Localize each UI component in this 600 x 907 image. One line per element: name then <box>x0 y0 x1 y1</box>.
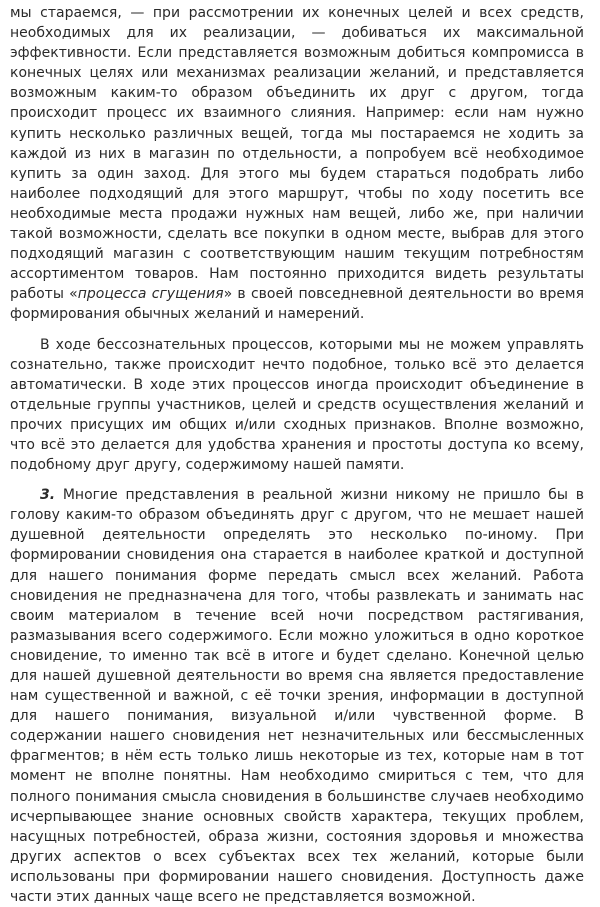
paragraph-3 <box>10 485 584 907</box>
paragraph-3-text: Многие представления в реальной жизни никому не пришло бы в голову каким-то образом объединять друг с другом, что не мешает нашей душевной деятельности определять это несколько по-иному. При формировании сновидения она старается в наиболее краткой и доступной для нашего понимания форме передать смысл всех желаний. Работа сновидения не предназначена для того, чтобы развлекать и занимать нас своим материалом в течение всей ночи посредством растягивания, размазывания всего содержимого. Если можно уложиться в одно короткое сновидение, то именно так всё в итоге и будет сделано. Конечной целью для нашей душевной деятельности во время сна является предоставление нам существенной и важной, с её точки зрения, информации в доступной для нашего понимания, визуальной и/или чувственной форме. В содержании нашего сновидения нет незначительных или бессмысленных фрагментов; в нём есть только лишь некоторые из тех, которые нам в тот момент не вполне понятны. Нам необходимо смириться с тем, что для полного понимания смысла сновидения в большинстве случаев необходимо исчерпывающее знание основных свойств характера, текущих проблем, насущных потребностей, образа жизни, состояния здоровья и множества других аспектов о всех субъектах всех тех желаний, которые были использованы при формировании нашего сновидения. Доступность даже части этих данных чаще всего не представляется возможной. <box>10 487 584 906</box>
paragraph-2 <box>10 335 584 476</box>
section-number: 3. <box>40 487 56 504</box>
paragraph-1 <box>10 3 584 325</box>
paragraph-1-text-b: » в своей повседневной деятельности во время формирования обычных желаний и намерений. <box>10 286 585 323</box>
paragraph-1-text-a: мы стараемся, — при рассмотрении их конечных целей и всех средств, необходимых для их реализации, — добиваться их максимальной эффективности. Если представляется возможным добиться компромисса в конечных целях или механизмах реализации желаний, и представляется возможным каким-то образом объединить их друг с другом, тогда происходит процесс их взаимного слияния. Например: если нам нужно купить несколько различных вещей, тогда мы постараемся не ходить за каждой из них в магазин по отдельности, а попробуем всё необходимое купить за один заход. Для этого мы будем стараться подобрать либо наиболее подходящий для этого маршрут, чтобы по ходу посетить все необходимые места продажи нужных нам вещей, либо же, при наличии такой возможности, сделать все покупки в одном месте, выбрав для этого подходящий магазин с соответствующим нашим текущим потребностям ассортиментом товаров. Нам постоянно приходится видеть результаты работы « <box>10 5 584 303</box>
paragraph-1-italic-term: процесса сгущения <box>77 286 224 303</box>
document-page <box>10 3 584 907</box>
paragraph-2-text: В ходе бессознательных процессов, которыми мы не можем управлять сознательно, также происходит нечто подобное, только всё это делается автоматически. В ходе этих процессов иногда происходит объединение в отдельные группы участников, целей и средств осуществления желаний и прочих присущих им общих и/или сходных признаков. Вполне возможно, что всё это делается для удобства хранения и простоты доступа ко всему, подобному друг другу, содержимому нашей памяти. <box>10 336 584 474</box>
